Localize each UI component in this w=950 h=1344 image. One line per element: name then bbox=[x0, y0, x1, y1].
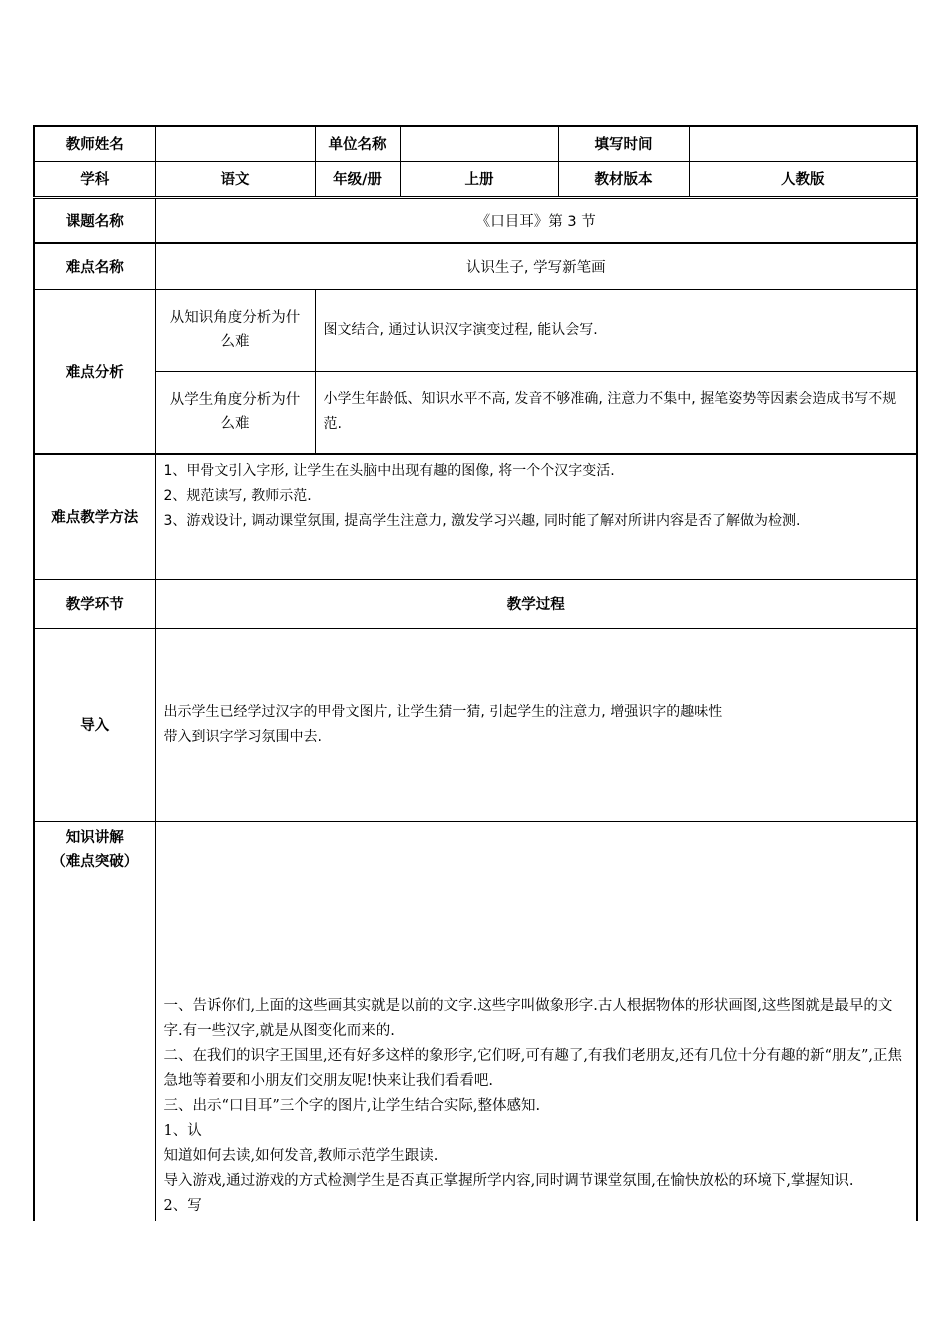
method-item: 2、规范读写, 教师示范. bbox=[163, 488, 312, 504]
edition-value: 人教版 bbox=[689, 161, 917, 197]
stage-header: 教学环节 bbox=[34, 579, 155, 628]
edition-label: 教材版本 bbox=[558, 161, 689, 197]
row-knowledge bbox=[34, 821, 917, 1221]
knowledge-paragraph: 2、写 bbox=[163, 1198, 202, 1214]
lesson-plan-sheet bbox=[33, 125, 916, 1220]
intro-line: 带入到识字学习氛围中去. bbox=[163, 728, 322, 745]
method-item: 3、游戏设计, 调动课堂氛围, 提高学生注意力, 激发学习兴趣, 同时能了解对所讲内容是否了解做为检测. bbox=[163, 513, 801, 529]
knowledge-paragraph: 1、认 bbox=[163, 1123, 202, 1139]
row-intro bbox=[34, 628, 917, 821]
knowledge-paragraph: 知道如何去读,如何发音,教师示范学生跟读. bbox=[163, 1148, 439, 1164]
knowledge-label-line1: 知识讲解 bbox=[65, 829, 124, 846]
row-difficulty bbox=[34, 243, 917, 289]
unit-name-label: 单位名称 bbox=[315, 126, 400, 161]
knowledge-content bbox=[155, 821, 917, 1221]
method-content bbox=[155, 454, 917, 579]
intro-line: 出示学生已经学过汉字的甲骨文图片, 让学生猜一猜, 引起学生的注意力, 增强识字的趣味性 bbox=[163, 703, 723, 720]
unit-name-value bbox=[400, 126, 558, 161]
subject-value: 语文 bbox=[155, 161, 315, 197]
student-angle-value: 小学生年龄低、知识水平不高, 发音不够准确, 注意力不集中, 握笔姿势等因素会造成书写不规范. bbox=[315, 371, 917, 454]
subject-label: 学科 bbox=[34, 161, 155, 197]
row-method bbox=[34, 454, 917, 579]
row-subject-info bbox=[34, 161, 917, 197]
knowledge-paragraph: 二、在我们的识字王国里,还有好多这样的象形字,它们呀,可有趣了,有我们老朋友,还有几位十分有趣的新“朋友”,正焦急地等着要和小朋友们交朋友呢!快来让我们看看吧. bbox=[163, 1048, 902, 1089]
row-analysis-knowledge bbox=[34, 289, 917, 371]
knowledge-label-line2: （难点突破） bbox=[51, 853, 139, 870]
knowledge-label bbox=[34, 821, 155, 1221]
student-angle-label: 从学生角度分析为什么难 bbox=[155, 371, 315, 454]
knowledge-angle-value: 图文结合, 通过认识汉字演变过程, 能认会写. bbox=[315, 289, 917, 371]
knowledge-paragraph: 一、告诉你们,上面的这些画其实就是以前的文字.这些字叫做象形字.古人根据物体的形状画图,这些图就是最早的文字.有一些汉字,就是从图变化而来的. bbox=[163, 998, 893, 1039]
difficulty-value: 认识生子, 学写新笔画 bbox=[155, 243, 917, 289]
grade-label: 年级/册 bbox=[315, 161, 400, 197]
knowledge-angle-label: 从知识角度分析为什么难 bbox=[155, 289, 315, 371]
fill-time-label: 填写时间 bbox=[558, 126, 689, 161]
fill-time-value bbox=[689, 126, 917, 161]
knowledge-paragraph: 导入游戏,通过游戏的方式检测学生是否真正掌握所学内容,同时调节课堂氛围,在愉快放松的环境下,掌握知识. bbox=[163, 1173, 854, 1189]
row-topic bbox=[34, 197, 917, 243]
row-teacher-info bbox=[34, 126, 917, 161]
topic-label: 课题名称 bbox=[34, 197, 155, 243]
grade-value: 上册 bbox=[400, 161, 558, 197]
difficulty-label: 难点名称 bbox=[34, 243, 155, 289]
topic-value: 《口目耳》第 3 节 bbox=[155, 197, 917, 243]
lesson-plan-table bbox=[33, 125, 918, 1221]
teacher-name-value bbox=[155, 126, 315, 161]
method-label: 难点教学方法 bbox=[34, 454, 155, 579]
analysis-label: 难点分析 bbox=[34, 289, 155, 454]
knowledge-paragraph: 三、出示“口目耳”三个字的图片,让学生结合实际,整体感知. bbox=[163, 1098, 541, 1114]
process-header: 教学过程 bbox=[155, 579, 917, 628]
row-process-header bbox=[34, 579, 917, 628]
method-item: 1、甲骨文引入字形, 让学生在头脑中出现有趣的图像, 将一个个汉字变活. bbox=[163, 463, 615, 479]
intro-label: 导入 bbox=[34, 628, 155, 821]
intro-content bbox=[155, 628, 917, 821]
row-analysis-student bbox=[34, 371, 917, 454]
teacher-name-label: 教师姓名 bbox=[34, 126, 155, 161]
